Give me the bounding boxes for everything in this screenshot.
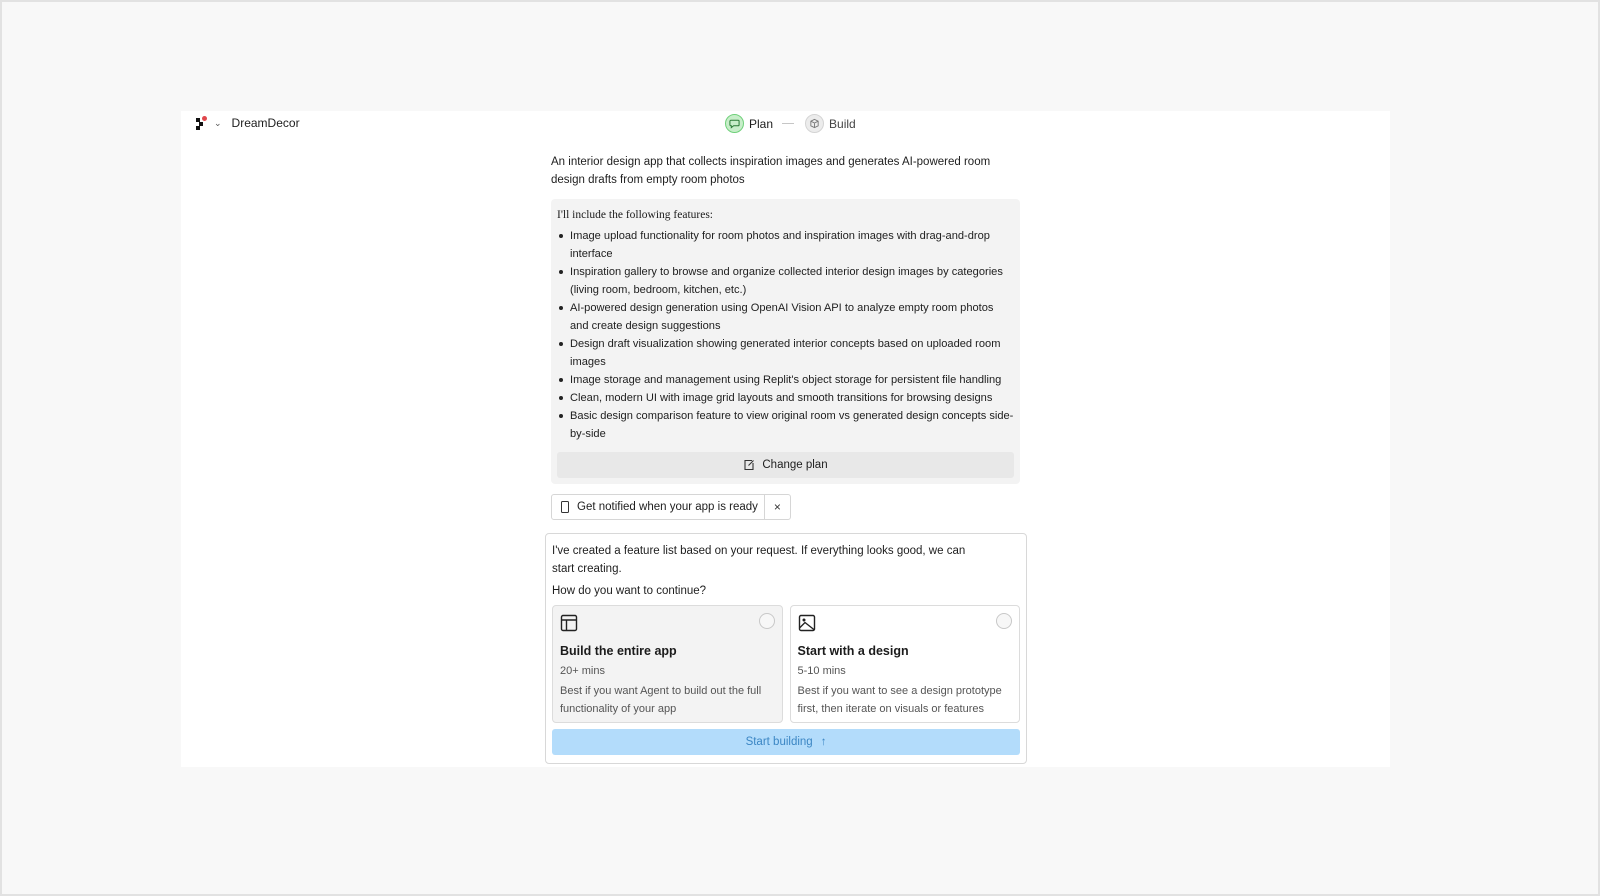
layout-icon bbox=[560, 614, 578, 632]
feature-item: Image upload functionality for room photos and inspiration images with drag-and-drop interface bbox=[557, 227, 1014, 263]
edit-icon bbox=[743, 459, 755, 471]
replit-logo-icon bbox=[196, 116, 208, 130]
change-plan-label: Change plan bbox=[762, 459, 828, 471]
agent-message: I've created a feature list based on your request. If everything looks good, we can start creating. bbox=[552, 545, 966, 575]
feature-item: Image storage and management using Replit's object storage for persistent file handling bbox=[557, 371, 1014, 389]
continue-card bbox=[545, 533, 1027, 764]
project-switcher[interactable] bbox=[196, 116, 300, 130]
chevron-down-icon: ⌄ bbox=[214, 117, 222, 128]
option-time: 20+ mins bbox=[560, 665, 605, 677]
chat-bubble-icon bbox=[725, 114, 744, 133]
arrow-up-icon: ↑ bbox=[820, 736, 827, 748]
feature-item: AI-powered design generation using OpenAI Vision API to analyze empty room photos and create design suggestions bbox=[557, 299, 1014, 335]
radio-build-entire-app[interactable] bbox=[759, 613, 775, 629]
notify-banner bbox=[551, 494, 791, 520]
notify-label: Get notified when your app is ready bbox=[577, 501, 758, 513]
chat-content bbox=[551, 153, 1021, 520]
step-plan[interactable]: Plan bbox=[749, 116, 774, 131]
continue-question: How do you want to continue? bbox=[552, 585, 707, 597]
start-building-label: Start building bbox=[745, 736, 813, 748]
project-name: DreamDecor bbox=[231, 116, 300, 130]
step-divider bbox=[782, 123, 794, 124]
progress-steps bbox=[725, 114, 856, 133]
top-bar bbox=[181, 111, 1390, 137]
change-plan-button[interactable] bbox=[557, 452, 1014, 478]
option-title: Build the entire app bbox=[560, 644, 677, 658]
option-desc: Best if you want Agent to build out the full functionality of your app bbox=[560, 685, 762, 715]
feature-item: Clean, modern UI with image grid layouts and smooth transitions for browsing designs bbox=[557, 389, 1014, 407]
option-title: Start with a design bbox=[797, 644, 909, 658]
option-start-with-design[interactable] bbox=[790, 605, 1021, 723]
step-build[interactable]: Build bbox=[829, 116, 856, 131]
feature-item: Inspiration gallery to browse and organize collected interior design images by categories (living room, bedroom, kitchen, etc.) bbox=[557, 263, 1014, 299]
start-building-button[interactable] bbox=[552, 729, 1020, 755]
user-prompt: An interior design app that collects inspiration images and generates AI-powered room design drafts from empty room photos bbox=[551, 156, 991, 186]
close-icon[interactable]: × bbox=[764, 495, 790, 519]
feature-list bbox=[557, 227, 1014, 443]
app-window bbox=[181, 111, 1390, 767]
image-icon bbox=[798, 614, 816, 632]
option-time: 5-10 mins bbox=[797, 665, 846, 677]
plan-intro: I'll include the following features: bbox=[557, 209, 713, 221]
build-options bbox=[552, 605, 1020, 723]
plan-box bbox=[551, 199, 1020, 484]
option-build-entire-app[interactable] bbox=[552, 605, 783, 723]
phone-icon bbox=[561, 501, 569, 513]
notify-button[interactable] bbox=[552, 495, 764, 519]
cube-icon bbox=[805, 114, 824, 133]
option-desc: Best if you want to see a design prototype first, then iterate on visuals or features bbox=[797, 685, 1002, 715]
feature-item: Basic design comparison feature to view original room vs generated design concepts side-by-side bbox=[557, 407, 1014, 443]
radio-start-with-design[interactable] bbox=[996, 613, 1012, 629]
feature-item: Design draft visualization showing generated interior concepts based on uploaded room images bbox=[557, 335, 1014, 371]
